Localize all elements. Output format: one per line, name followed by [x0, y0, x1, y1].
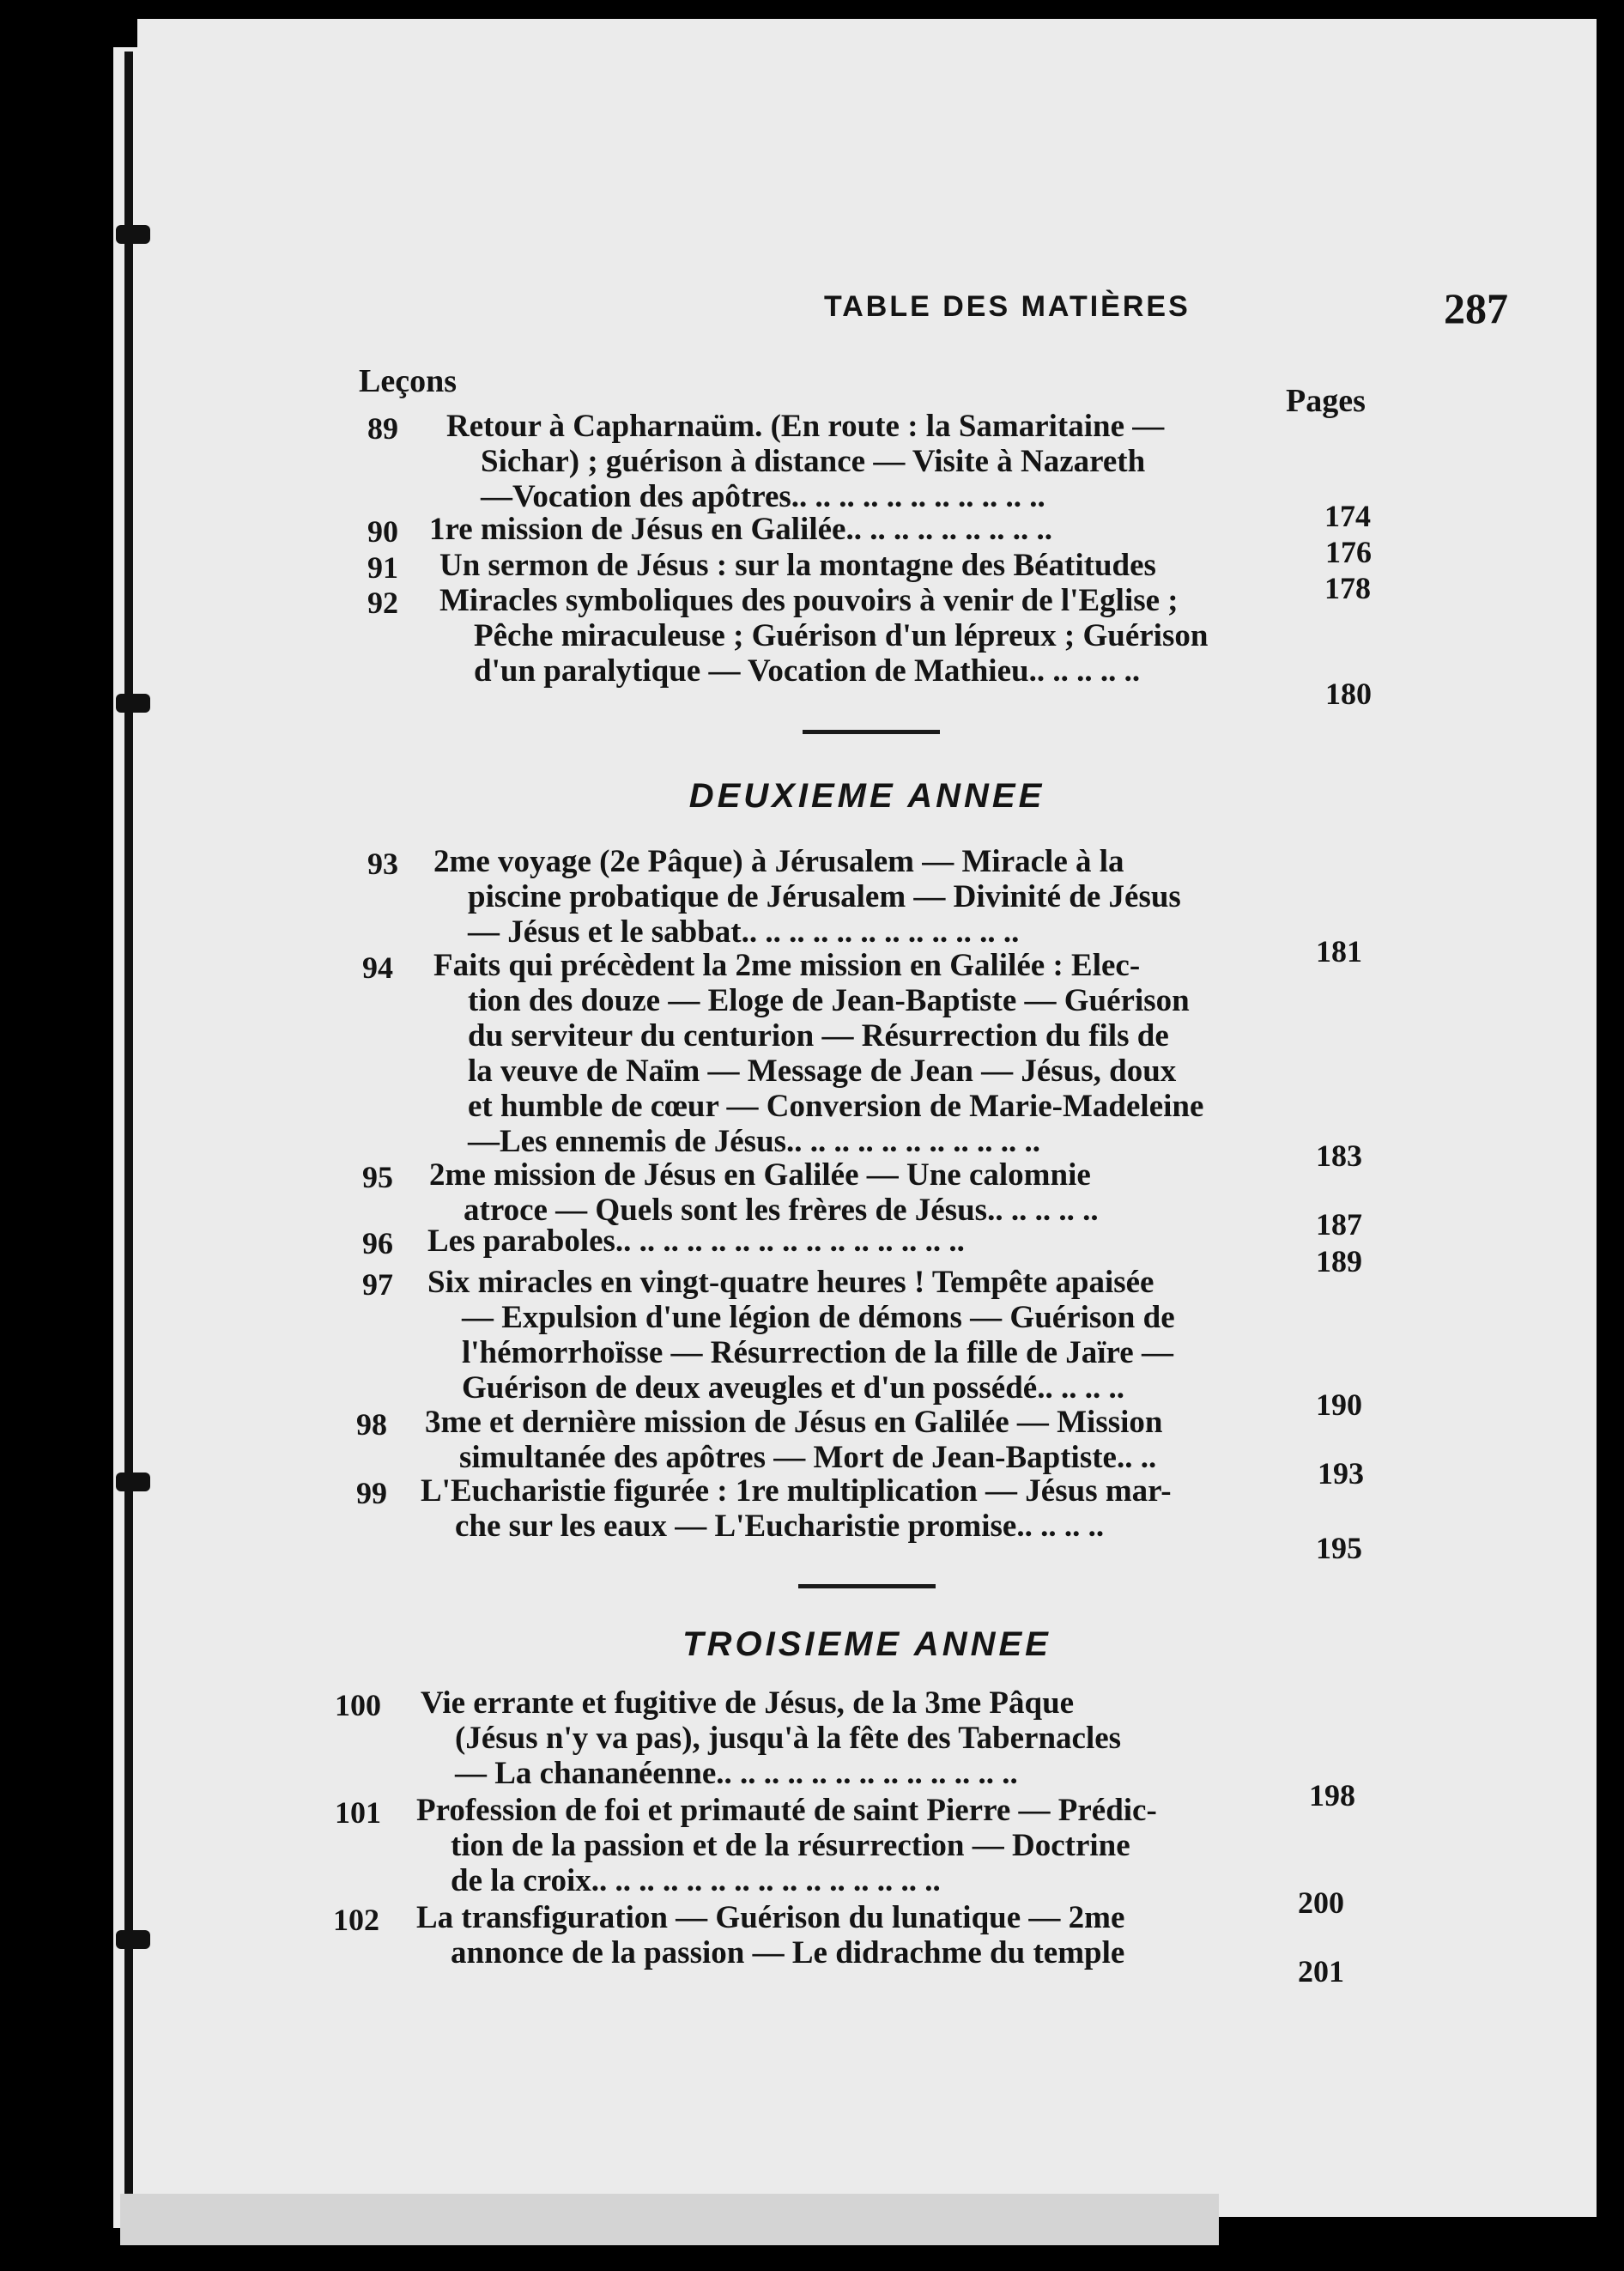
page-content [137, 0, 1597, 2271]
entry-text-line: —Vocation des apôtres.. .. .. .. .. .. .. .. .. .. .. [481, 479, 1045, 514]
lesson-number: 100 [335, 1688, 381, 1722]
entry-text-line: tion des douze — Eloge de Jean-Baptiste — Guérison [468, 983, 1190, 1018]
entry-text-line: Six miracles en vingt-quatre heures ! Tempête apaisée [427, 1265, 1154, 1300]
page-reference: 178 [1324, 571, 1371, 605]
entry-text-line: annonce de la passion — Le didrachme du temple [451, 1935, 1125, 1970]
page-reference: 187 [1316, 1207, 1362, 1242]
page-reference: 189 [1316, 1244, 1362, 1278]
lesson-number: 101 [335, 1795, 381, 1830]
page-reference: 200 [1298, 1885, 1344, 1920]
entry-text-line: l'hémorrhoïsse — Résurrection de la fille de Jaïre — [462, 1335, 1173, 1370]
running-head: TABLE DES MATIÈRES [824, 290, 1191, 323]
lesson-number: 96 [362, 1226, 393, 1260]
entry-text-line: (Jésus n'y va pas), jusqu'à la fête des Tabernacles [455, 1721, 1122, 1756]
section-rule [803, 730, 940, 734]
page-reference: 201 [1298, 1954, 1344, 1989]
entry-text-line: 2me voyage (2e Pâque) à Jérusalem — Miracle à la [433, 844, 1124, 879]
entry-text-line: — Expulsion d'une légion de démons — Guérison de [462, 1300, 1175, 1335]
entry-text-line: Pêche miraculeuse ; Guérison d'un lépreux ; Guérison [474, 618, 1209, 653]
page-number: 287 [1444, 284, 1508, 332]
entry-text-line: 3me et dernière mission de Jésus en Galilée — Mission [425, 1405, 1163, 1440]
lesson-number: 99 [356, 1476, 387, 1510]
section-rule [798, 1584, 936, 1588]
entry-text-line: Un sermon de Jésus : sur la montagne des Béatitudes [439, 548, 1156, 583]
entry-text-line: Guérison de deux aveugles et d'un possédé.. .. .. .. [462, 1370, 1124, 1406]
entry-text-line: La transfiguration — Guérison du lunatique — 2me [416, 1900, 1125, 1935]
entry-text-line: Les paraboles.. .. .. .. .. .. .. .. .. .. .. .. .. .. .. [427, 1224, 965, 1259]
entry-text-line: che sur les eaux — L'Eucharistie promise.. .. .. .. [455, 1509, 1105, 1544]
page-reference: 180 [1325, 677, 1372, 711]
page-reference: 174 [1324, 499, 1371, 533]
lesson-number: 91 [367, 550, 398, 585]
entry-text-line: Retour à Capharnaüm. (En route : la Samaritaine — [446, 409, 1165, 444]
lesson-number: 95 [362, 1160, 393, 1194]
entry-text-line: Profession de foi et primauté de saint Pierre — Prédic- [416, 1793, 1157, 1828]
lesson-number: 94 [362, 950, 393, 985]
lesson-number: 92 [367, 586, 398, 620]
entry-text-line: du serviteur du centurion — Résurrection du fils de [468, 1018, 1169, 1054]
lesson-number: 89 [367, 411, 398, 446]
page-reference: 181 [1316, 934, 1362, 969]
lesson-number: 90 [367, 514, 398, 549]
entry-text-line: piscine probatique de Jérusalem — Divinité de Jésus [468, 879, 1181, 914]
lesson-number: 93 [367, 847, 398, 881]
entry-text-line: Faits qui précèdent la 2me mission en Galilée : Elec- [433, 948, 1141, 983]
entry-text-line: tion de la passion et de la résurrection — Doctrine [451, 1828, 1130, 1863]
page-reference: 190 [1316, 1387, 1362, 1422]
lesson-number: 97 [362, 1267, 393, 1302]
entry-text-line: de la croix.. .. .. .. .. .. .. .. .. .. .. .. .. .. .. [451, 1863, 941, 1898]
page-reference: 195 [1316, 1531, 1362, 1565]
entry-text-line: L'Eucharistie figurée : 1re multiplication — Jésus mar- [421, 1473, 1172, 1509]
page-reference: 193 [1318, 1456, 1364, 1491]
entry-text-line: — Jésus et le sabbat.. .. .. .. .. .. .. .. .. .. .. .. [468, 914, 1020, 950]
entry-text-line: et humble de cœur — Conversion de Marie-Madeleine [468, 1089, 1204, 1124]
lesson-number: 98 [356, 1407, 387, 1442]
section-heading: TROISIEME ANNEE [682, 1625, 1051, 1663]
entry-text-line: —Les ennemis de Jésus.. .. .. .. .. .. .. .. .. .. .. [468, 1124, 1041, 1159]
lesson-number: 102 [333, 1903, 379, 1937]
entry-text-line: d'un paralytique — Vocation de Mathieu.. .. .. .. .. [474, 653, 1141, 689]
entry-text-line: la veuve de Naïm — Message de Jean — Jésus, doux [468, 1054, 1177, 1089]
entry-text-line: — La chananéenne.. .. .. .. .. .. .. .. .. .. .. .. .. [455, 1756, 1018, 1791]
column-head-pages: Pages [1286, 383, 1366, 419]
column-head-lessons: Leçons [359, 363, 457, 399]
binding-thread [124, 52, 133, 2232]
entry-text-line: atroce — Quels sont les frères de Jésus.. .. .. .. .. [464, 1193, 1099, 1228]
page-reference: 183 [1316, 1139, 1362, 1173]
page-reference: 176 [1325, 535, 1372, 569]
entry-text-line: 1re mission de Jésus en Galilée.. .. .. .. .. .. .. .. .. [429, 512, 1052, 547]
entry-text-line: Miracles symboliques des pouvoirs à venir de l'Eglise ; [439, 583, 1179, 618]
section-heading: DEUXIEME ANNEE [688, 777, 1045, 815]
entry-text-line: simultanée des apôtres — Mort de Jean-Baptiste.. .. [459, 1440, 1157, 1475]
entry-text-line: Vie errante et fugitive de Jésus, de la 3me Pâque [421, 1685, 1075, 1721]
entry-text-line: Sichar) ; guérison à distance — Visite à Nazareth [481, 444, 1146, 479]
page-reference: 198 [1309, 1778, 1355, 1813]
entry-text-line: 2me mission de Jésus en Galilée — Une calomnie [429, 1157, 1091, 1193]
